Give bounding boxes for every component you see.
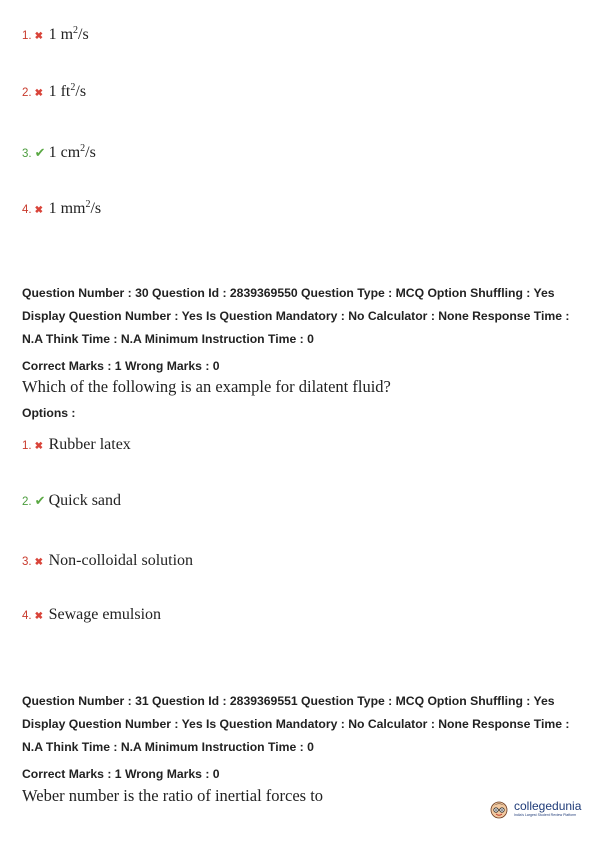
option-number: 3. [22, 556, 32, 568]
question-30-options-label: Options : [22, 406, 76, 420]
q30-option-3 [22, 552, 193, 570]
logo-name: collegedunia [514, 799, 582, 813]
option-number: 2. [22, 496, 32, 508]
option-number: 1. [22, 440, 32, 452]
prev-option-1 [22, 26, 89, 44]
question-30-marks: Correct Marks : 1 Wrong Marks : 0 [22, 359, 220, 373]
question-31-meta: Question Number : 31 Question Id : 2839369551 Question Type : MCQ Option Shuffling : Yes Display Question Number : Yes Is Question Mandatory : No Calculator : None Response Time : N.A Think Time : N.A Minimum Instruction Time : 0 [22, 694, 570, 754]
check-icon: ✔ [34, 493, 46, 508]
option-text: Non-colloidal solution [48, 552, 194, 569]
q30-option-4 [22, 606, 161, 624]
q30-option-1 [22, 436, 131, 454]
option-text: Sewage emulsion [48, 606, 162, 623]
mascot-icon [488, 798, 510, 820]
option-text: 1 $m^2/s$ [48, 25, 89, 43]
q30-option-2 [22, 492, 121, 510]
cross-icon: ✖ [34, 31, 43, 42]
option-text: Rubber latex [48, 436, 131, 453]
option-number: 3. [22, 148, 32, 160]
option-text: Quick sand [48, 492, 122, 509]
option-number: 4. [22, 204, 32, 216]
option-text: 1 $mm^2/s$ [48, 199, 102, 217]
cross-icon: ✖ [34, 557, 43, 568]
cross-icon: ✖ [34, 88, 43, 99]
option-number: 4. [22, 610, 32, 622]
option-number: 2. [22, 87, 32, 99]
prev-option-2 [22, 83, 86, 101]
cross-icon: ✖ [34, 441, 43, 452]
collegedunia-logo [488, 798, 581, 820]
cross-icon: ✖ [34, 611, 43, 622]
option-number: 1. [22, 30, 32, 42]
option-text: 1 $ft^2/s$ [48, 82, 87, 100]
cross-icon: ✖ [34, 205, 43, 216]
logo-tagline: India's Largest Student Review Platform [514, 813, 577, 817]
prev-option-4 [22, 200, 101, 218]
question-31-marks: Correct Marks : 1 Wrong Marks : 0 [22, 767, 220, 781]
question-30-meta: Question Number : 30 Question Id : 2839369550 Question Type : MCQ Option Shuffling : Yes Display Question Number : Yes Is Question Mandatory : No Calculator : None Response Time : N.A Think Time : N.A Minimum Instruction Time : 0 [22, 286, 570, 346]
prev-option-3 [22, 144, 96, 162]
question-30-text: Which of the following is an example for dilatent fluid? [22, 377, 391, 396]
check-icon: ✔ [34, 145, 46, 160]
option-text: 1 $cm^2/s$ [48, 143, 96, 161]
question-31-text: Weber number is the ratio of inertial forces to [22, 786, 324, 805]
